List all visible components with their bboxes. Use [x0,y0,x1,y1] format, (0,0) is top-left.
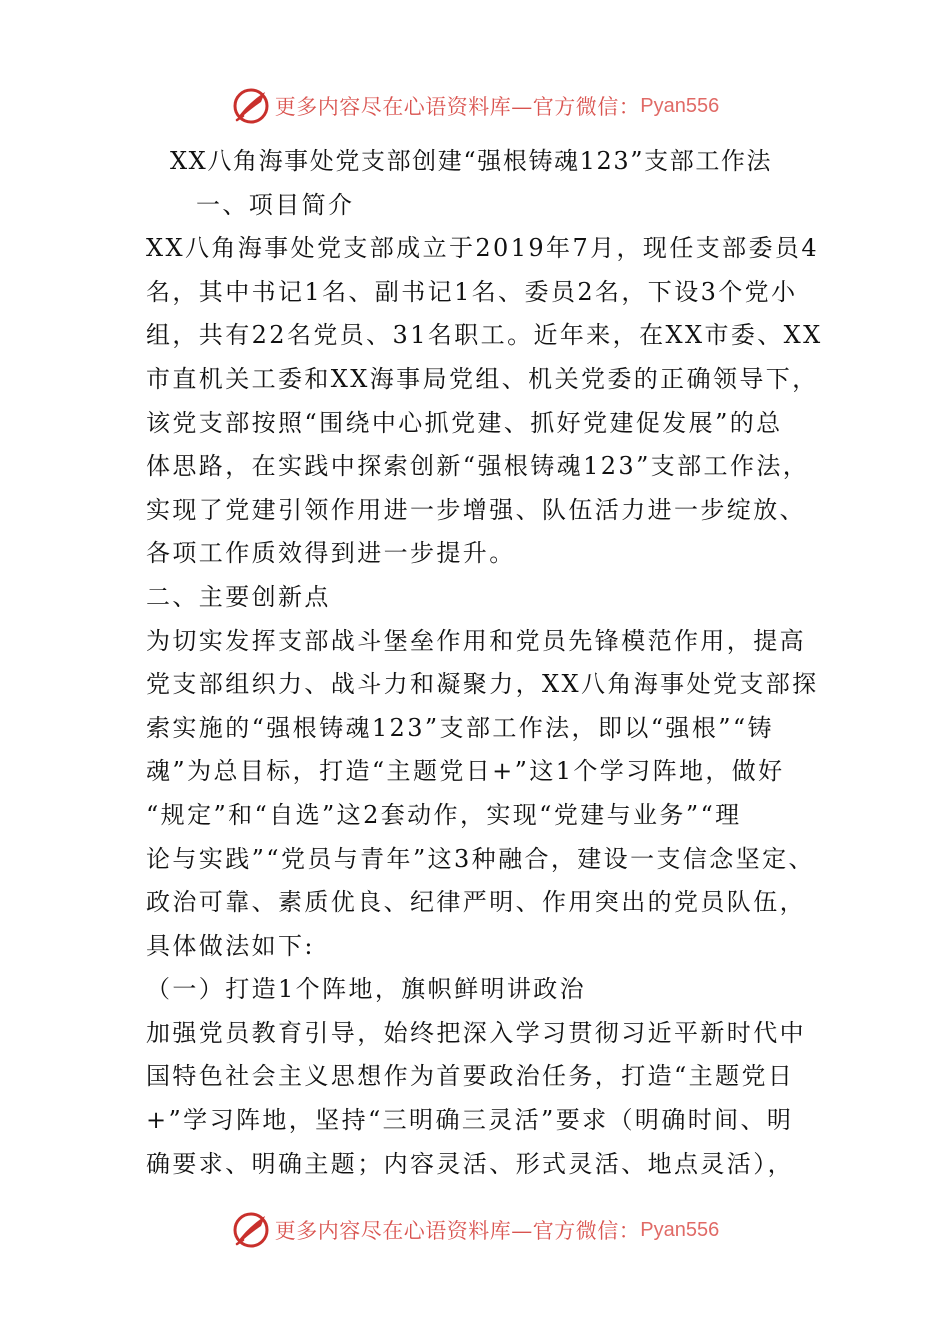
paragraph-line: 各项工作质效得到进一步提升。 [146,539,516,568]
paragraph-line: XX八角海事处党支部成立于2019年7月，现任支部委员4 [146,234,819,263]
banner-wechat-id: Pyan556 [640,94,720,117]
paragraph-line: 政治可靠、素质优良、纪律严明、作用突出的党员队伍， [146,888,806,917]
paragraph-line: 为切实发挥支部战斗堡垒作用和党员先锋模范作用，提高 [146,626,806,655]
paragraph-line: 体思路，在实践中探索创新“强根铸魂123”支部工作法， [146,452,810,481]
document-body [146,140,823,1186]
paragraph-line: 该党支部按照“围绕中心抓党建、抓好党建促发展”的总 [146,408,783,437]
paragraph-line: 实现了党建引领作用进一步增强、队伍活力进一步绽放、 [146,495,806,524]
footer-watermark-banner [0,1208,950,1252]
document-title: XX八角海事处党支部创建“强根铸魂123”支部工作法 [170,147,773,175]
header-watermark-banner [0,84,950,128]
paragraph-line: 具体做法如下: [146,931,315,960]
paragraph-line: 名，其中书记1名、副书记1名、委员2名，下设3个党小 [146,277,798,306]
paragraph-line: 论与实践”“党员与青年”这3种融合，建设一支信念坚定、 [146,844,815,873]
paragraph-line: 国特色社会主义思想作为首要政治任务，打造“主题党日 [146,1062,795,1091]
pen-logo-icon [231,86,271,126]
section-heading: 一、项目简介 [196,190,355,219]
pen-logo-icon [231,1210,271,1250]
paragraph-line: 市直机关工委和XX海事局党组、机关党委的正确领导下， [146,364,819,393]
banner-wechat-id: Pyan556 [640,1218,720,1241]
paragraph-line: 党支部组织力、战斗力和凝聚力，XX八角海事处党支部探 [146,670,819,699]
section-heading: 二、主要创新点 [146,582,331,611]
banner-text: 更多内容尽在心语资料库—官方微信： [274,1219,641,1243]
banner-text: 更多内容尽在心语资料库—官方微信： [274,95,641,119]
paragraph-line: 魂”为总目标，打造“主题党日+”这1个学习阵地，做好 [146,757,785,786]
paragraph-line: 组，共有22名党员、31名职工。近年来，在XX市委、XX [146,321,823,350]
paragraph-line: “规定”和“自选”这2套动作，实现“党建与业务”“理 [146,800,742,829]
paragraph-line: 加强党员教育引导，始终把深入学习贯彻习近平新时代中 [146,1018,806,1047]
paragraph-line: 索实施的“强根铸魂123”支部工作法，即以“强根”“铸 [146,713,774,742]
subsection-heading: （一）打造1个阵地，旗帜鲜明讲政治 [146,975,587,1004]
paragraph-line: +”学习阵地，坚持“三明确三灵活”要求（明确时间、明 [146,1106,794,1135]
paragraph-line: 确要求、明确主题；内容灵活、形式灵活、地点灵活）， [146,1149,794,1178]
